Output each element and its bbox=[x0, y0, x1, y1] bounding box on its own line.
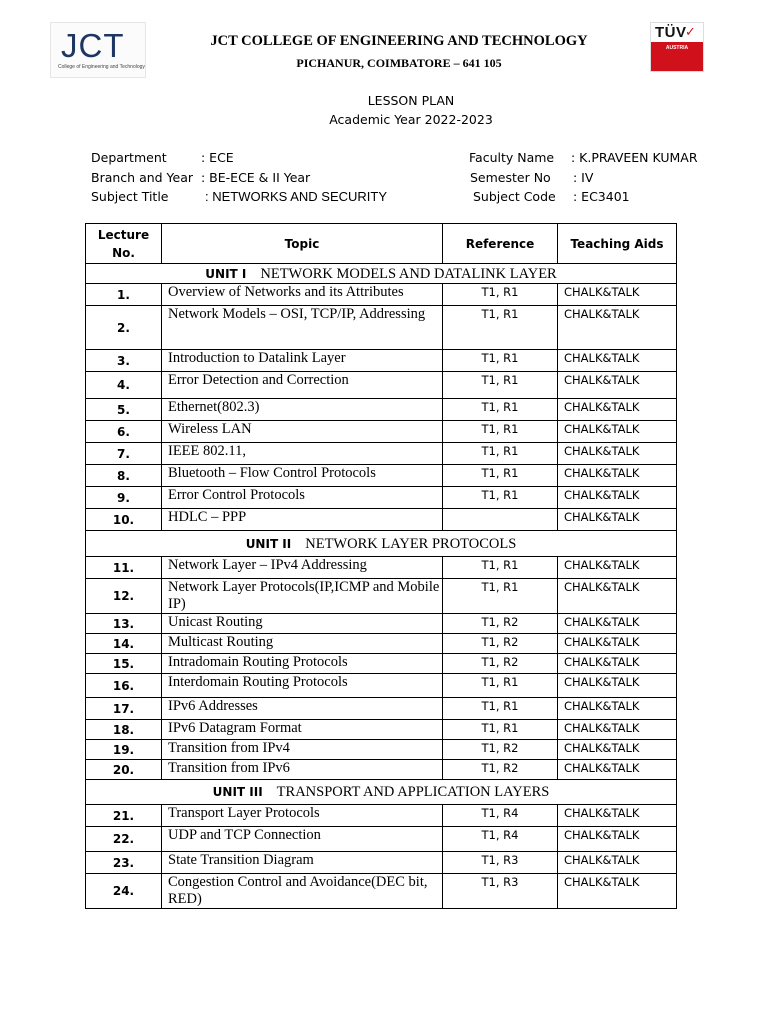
unit-header-cell bbox=[86, 531, 677, 557]
topic-cell: Wireless LAN bbox=[162, 421, 443, 443]
topic-cell: IPv6 Datagram Format bbox=[162, 720, 443, 740]
table-row bbox=[86, 827, 677, 852]
lecture-no-cell: 1. bbox=[86, 284, 162, 306]
lecture-no-cell: 15. bbox=[86, 654, 162, 674]
unit-header-cell bbox=[86, 264, 677, 284]
unit-header-row bbox=[86, 531, 677, 557]
teaching-aid-cell: CHALK&TALK bbox=[558, 443, 677, 465]
topic-cell: Network Layer – IPv4 Addressing bbox=[162, 557, 443, 579]
lecture-no-cell: 22. bbox=[86, 827, 162, 852]
unit-title: TRANSPORT AND APPLICATION LAYERS bbox=[276, 784, 550, 800]
table-row bbox=[86, 805, 677, 827]
teaching-aid-cell: CHALK&TALK bbox=[558, 805, 677, 827]
header-reference: Reference bbox=[443, 224, 558, 264]
reference-cell: T1, R1 bbox=[443, 487, 558, 509]
table-row bbox=[86, 399, 677, 421]
topic-cell: Overview of Networks and its Attributes bbox=[162, 284, 443, 306]
reference-cell: T1, R4 bbox=[443, 827, 558, 852]
topic-cell: Bluetooth – Flow Control Protocols bbox=[162, 465, 443, 487]
table-row bbox=[86, 579, 677, 614]
reference-cell: T1, R1 bbox=[443, 421, 558, 443]
table-row bbox=[86, 614, 677, 634]
header-teaching-aids: Teaching Aids bbox=[558, 224, 677, 264]
header-topic: Topic bbox=[162, 224, 443, 264]
tuv-logo-subtext: AUSTRIA bbox=[665, 45, 689, 51]
lecture-no-cell: 8. bbox=[86, 465, 162, 487]
table-row bbox=[86, 350, 677, 372]
table-row bbox=[86, 674, 677, 698]
reference-cell: T1, R1 bbox=[443, 557, 558, 579]
lesson-plan-table bbox=[85, 223, 677, 909]
semester-value: : IV bbox=[573, 170, 594, 185]
table-row bbox=[86, 372, 677, 399]
table-row bbox=[86, 509, 677, 531]
reference-cell: T1, R1 bbox=[443, 443, 558, 465]
reference-cell: T1, R1 bbox=[443, 698, 558, 720]
lecture-no-cell: 14. bbox=[86, 634, 162, 654]
lecture-no-cell: 2. bbox=[86, 306, 162, 350]
unit-header-row bbox=[86, 264, 677, 284]
unit-name: UNIT II bbox=[245, 536, 292, 551]
tuv-check-icon: ✓ bbox=[685, 25, 696, 40]
reference-cell: T1, R1 bbox=[443, 350, 558, 372]
teaching-aid-cell: CHALK&TALK bbox=[558, 827, 677, 852]
teaching-aid-cell: CHALK&TALK bbox=[558, 399, 677, 421]
teaching-aid-cell: CHALK&TALK bbox=[558, 509, 677, 531]
doc-title: LESSON PLAN bbox=[367, 93, 455, 108]
lecture-no-cell: 20. bbox=[86, 760, 162, 780]
table-row bbox=[86, 852, 677, 874]
teaching-aid-cell: CHALK&TALK bbox=[558, 350, 677, 372]
reference-cell: T1, R1 bbox=[443, 720, 558, 740]
teaching-aid-cell: CHALK&TALK bbox=[558, 557, 677, 579]
unit-title: NETWORK MODELS AND DATALINK LAYER bbox=[260, 265, 557, 282]
table-row bbox=[86, 465, 677, 487]
unit-name: UNIT I bbox=[205, 266, 247, 281]
teaching-aid-cell: CHALK&TALK bbox=[558, 852, 677, 874]
branch-value: : BE-ECE & II Year bbox=[201, 170, 311, 185]
table-row bbox=[86, 760, 677, 780]
reference-cell: T1, R2 bbox=[443, 634, 558, 654]
topic-cell: Congestion Control and Avoidance(DEC bit, RED) bbox=[162, 874, 443, 909]
topic-cell: Error Control Protocols bbox=[162, 487, 443, 509]
teaching-aid-cell: CHALK&TALK bbox=[558, 306, 677, 350]
lecture-no-cell: 10. bbox=[86, 509, 162, 531]
faculty-label: Faculty Name bbox=[469, 150, 555, 165]
topic-cell: Transition from IPv4 bbox=[162, 740, 443, 760]
teaching-aid-cell: CHALK&TALK bbox=[558, 465, 677, 487]
teaching-aid-cell: CHALK&TALK bbox=[558, 720, 677, 740]
table-row bbox=[86, 654, 677, 674]
subject-code-label: Subject Code bbox=[473, 189, 556, 204]
lecture-no-cell: 17. bbox=[86, 698, 162, 720]
lecture-no-cell: 21. bbox=[86, 805, 162, 827]
reference-cell: T1, R1 bbox=[443, 372, 558, 399]
teaching-aid-cell: CHALK&TALK bbox=[558, 372, 677, 399]
teaching-aid-cell: CHALK&TALK bbox=[558, 421, 677, 443]
unit-name: UNIT III bbox=[212, 785, 263, 799]
topic-cell: Network Layer Protocols(IP,ICMP and Mobile IP) bbox=[162, 579, 443, 614]
table-row bbox=[86, 634, 677, 654]
table-row bbox=[86, 443, 677, 465]
subject-label: Subject Title bbox=[91, 189, 169, 204]
teaching-aid-cell: CHALK&TALK bbox=[558, 740, 677, 760]
table-row bbox=[86, 698, 677, 720]
faculty-value: : K.PRAVEEN KUMAR bbox=[571, 150, 698, 165]
topic-cell: Ethernet(802.3) bbox=[162, 399, 443, 421]
lecture-no-cell: 24. bbox=[86, 874, 162, 909]
academic-year: Academic Year 2022-2023 bbox=[329, 112, 493, 127]
lecture-no-cell: 16. bbox=[86, 674, 162, 698]
table-row bbox=[86, 421, 677, 443]
topic-cell: Network Models – OSI, TCP/IP, Addressing bbox=[162, 306, 443, 350]
header-lecture-no-label: Lecture No. bbox=[97, 227, 150, 260]
lecture-no-cell: 23. bbox=[86, 852, 162, 874]
reference-cell: T1, R3 bbox=[443, 852, 558, 874]
department-label: Department bbox=[91, 150, 167, 165]
reference-cell: T1, R2 bbox=[443, 614, 558, 634]
lecture-no-cell: 7. bbox=[86, 443, 162, 465]
teaching-aid-cell: CHALK&TALK bbox=[558, 284, 677, 306]
unit-header-cell bbox=[86, 780, 677, 805]
topic-cell: Transport Layer Protocols bbox=[162, 805, 443, 827]
teaching-aid-cell: CHALK&TALK bbox=[558, 614, 677, 634]
teaching-aid-cell: CHALK&TALK bbox=[558, 654, 677, 674]
teaching-aid-cell: CHALK&TALK bbox=[558, 634, 677, 654]
reference-cell: T1, R1 bbox=[443, 399, 558, 421]
teaching-aid-cell: CHALK&TALK bbox=[558, 579, 677, 614]
table-row bbox=[86, 487, 677, 509]
reference-cell: T1, R2 bbox=[443, 654, 558, 674]
teaching-aid-cell: CHALK&TALK bbox=[558, 487, 677, 509]
teaching-aid-cell: CHALK&TALK bbox=[558, 674, 677, 698]
tuv-logo-text: TÜV bbox=[655, 24, 687, 41]
lecture-no-cell: 18. bbox=[86, 720, 162, 740]
topic-cell: State Transition Diagram bbox=[162, 852, 443, 874]
lecture-no-cell: 5. bbox=[86, 399, 162, 421]
topic-cell: UDP and TCP Connection bbox=[162, 827, 443, 852]
subject-value: : NETWORKS AND SECURITY bbox=[205, 189, 388, 204]
reference-cell: T1, R1 bbox=[443, 284, 558, 306]
topic-cell: HDLC – PPP bbox=[162, 509, 443, 531]
reference-cell: T1, R1 bbox=[443, 674, 558, 698]
topic-cell: Multicast Routing bbox=[162, 634, 443, 654]
reference-cell: T1, R3 bbox=[443, 874, 558, 909]
reference-cell: T1, R1 bbox=[443, 306, 558, 350]
reference-cell: T1, R1 bbox=[443, 465, 558, 487]
subject-code-value: : EC3401 bbox=[573, 189, 630, 204]
lecture-no-cell: 19. bbox=[86, 740, 162, 760]
header-lecture-no bbox=[86, 224, 162, 264]
topic-cell: Unicast Routing bbox=[162, 614, 443, 634]
table-row bbox=[86, 874, 677, 909]
teaching-aid-cell: CHALK&TALK bbox=[558, 698, 677, 720]
lecture-no-cell: 4. bbox=[86, 372, 162, 399]
reference-cell: T1, R1 bbox=[443, 579, 558, 614]
teaching-aid-cell: CHALK&TALK bbox=[558, 760, 677, 780]
topic-cell: Introduction to Datalink Layer bbox=[162, 350, 443, 372]
topic-cell: Transition from IPv6 bbox=[162, 760, 443, 780]
unit-title: NETWORK LAYER PROTOCOLS bbox=[305, 535, 517, 552]
table-row bbox=[86, 284, 677, 306]
lecture-no-cell: 9. bbox=[86, 487, 162, 509]
college-name: JCT COLLEGE OF ENGINEERING AND TECHNOLOGY bbox=[210, 33, 588, 49]
reference-cell: T1, R4 bbox=[443, 805, 558, 827]
college-address: PICHANUR, COIMBATORE – 641 105 bbox=[296, 56, 502, 70]
reference-cell: T1, R2 bbox=[443, 740, 558, 760]
table-row bbox=[86, 720, 677, 740]
topic-cell: Interdomain Routing Protocols bbox=[162, 674, 443, 698]
topic-cell: Error Detection and Correction bbox=[162, 372, 443, 399]
unit-header-row bbox=[86, 780, 677, 805]
topic-cell: Intradomain Routing Protocols bbox=[162, 654, 443, 674]
jct-logo-text: JCT bbox=[61, 27, 125, 64]
reference-cell: T1, R2 bbox=[443, 760, 558, 780]
jct-logo-subtext: College of Engineering and Technology bbox=[58, 64, 145, 70]
branch-label: Branch and Year bbox=[91, 170, 194, 185]
lecture-no-cell: 6. bbox=[86, 421, 162, 443]
semester-label: Semester No bbox=[470, 170, 551, 185]
lecture-no-cell: 12. bbox=[86, 579, 162, 614]
lecture-no-cell: 3. bbox=[86, 350, 162, 372]
table-row bbox=[86, 740, 677, 760]
teaching-aid-cell: CHALK&TALK bbox=[558, 874, 677, 909]
topic-cell: IEEE 802.11, bbox=[162, 443, 443, 465]
topic-cell: IPv6 Addresses bbox=[162, 698, 443, 720]
reference-cell bbox=[443, 509, 558, 531]
lecture-no-cell: 11. bbox=[86, 557, 162, 579]
department-value: : ECE bbox=[201, 150, 234, 165]
table-row bbox=[86, 557, 677, 579]
lecture-no-cell: 13. bbox=[86, 614, 162, 634]
table-row bbox=[86, 306, 677, 350]
table-header-row bbox=[86, 224, 677, 264]
